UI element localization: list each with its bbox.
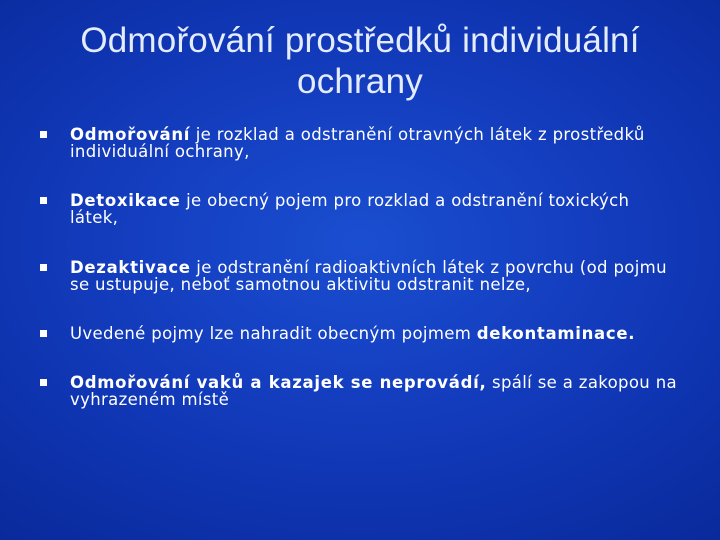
bullet-text: Uvedené pojmy lze nahradit obecným pojmem: [70, 324, 477, 343]
bullet-item-dekontaminace: [40, 325, 680, 342]
bullet-text: je rozklad a odstranění otravných látek z prostředků individuální ochrany,: [70, 125, 645, 161]
bullet-list: [40, 126, 680, 408]
slide-title: Odmořování prostředků individuální ochrany: [80, 21, 640, 101]
square-bullet-icon: [40, 379, 47, 386]
square-bullet-icon: [40, 197, 47, 204]
bullet-text: je odstranění radioaktivních látek z povrchu (od pojmu se ustupuje, neboť samotnou aktivitu odstranit nelze,: [70, 258, 667, 294]
bullet-item-dezaktivace: [40, 259, 680, 293]
bullet-term: Odmořování vaků a kazajek se neprovádí,: [70, 373, 487, 392]
bullet-item-odmorovani: [40, 126, 680, 160]
square-bullet-icon: [40, 264, 47, 271]
bullet-term: dekontaminace.: [476, 324, 636, 343]
square-bullet-icon: [40, 330, 47, 337]
bullet-item-detoxikace: [40, 192, 680, 226]
bullet-term: Dezaktivace: [70, 258, 191, 277]
bullet-item-vaky-kazajky: [40, 374, 680, 408]
square-bullet-icon: [40, 131, 47, 138]
bullet-term: Detoxikace: [70, 191, 181, 210]
bullet-term: Odmořování: [70, 125, 191, 144]
bullet-text: je obecný pojem pro rozklad a odstranění toxických látek,: [70, 191, 630, 227]
bullet-text: spálí se a zakopou na vyhrazeném místě: [70, 373, 677, 409]
